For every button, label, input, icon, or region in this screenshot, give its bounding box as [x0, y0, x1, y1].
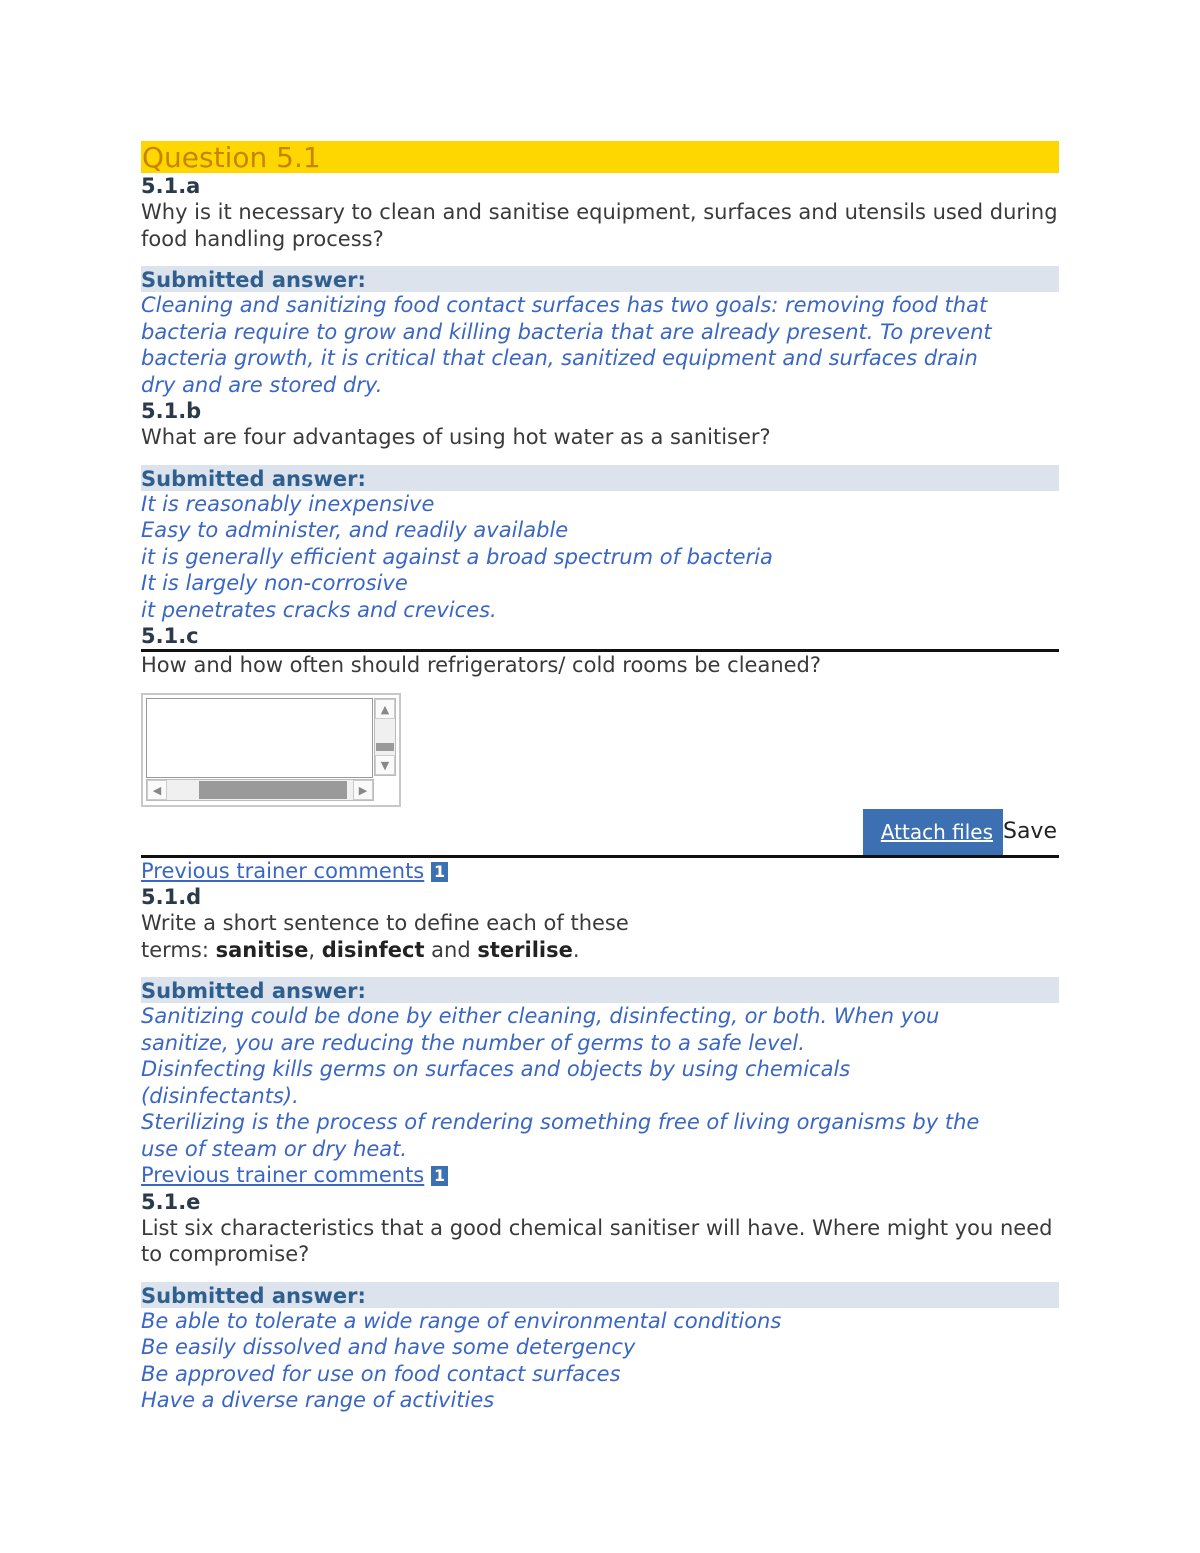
scroll-left-icon[interactable]: ◀ [147, 780, 167, 800]
part-e-answer-header: Submitted answer: [141, 1282, 1059, 1308]
save-button[interactable]: Save [1002, 818, 1057, 844]
answer-line: Disinfecting kills germs on surfaces and objects by using chemicals [141, 1057, 851, 1081]
attach-files-button[interactable]: Attach files [863, 809, 1003, 855]
part-e-answer [141, 1308, 1059, 1414]
answer-line: Be able to tolerate a wide range of environmental conditions [141, 1308, 782, 1333]
terms-prefix: terms: [141, 937, 216, 962]
part-c-label: 5.1.c [141, 623, 1059, 652]
part-a-answer [141, 292, 1059, 398]
answer-line: Easy to administer, and readily available [141, 518, 569, 542]
answer-line: it penetrates cracks and crevices. [141, 597, 497, 622]
answer-line: Be easily dissolved and have some detergency [141, 1335, 636, 1359]
vertical-scrollbar[interactable] [374, 698, 396, 776]
part-d-label: 5.1.d [141, 885, 202, 909]
answer-line: Sanitizing could be done by either cleaning, disinfecting, or both. When you [141, 1004, 940, 1028]
part-b-answer [141, 491, 1059, 624]
scroll-right-icon[interactable]: ▶ [353, 780, 373, 800]
part-e-label: 5.1.e [141, 1189, 201, 1214]
answer-line: it is generally efficient against a broad spectrum of bacteria [141, 544, 773, 569]
answer-line: dry and are stored dry. [141, 372, 383, 397]
scroll-up-icon[interactable]: ▲ [375, 699, 395, 719]
separator: , [308, 937, 322, 962]
part-d-answer [141, 1003, 1059, 1162]
term-disinfect: disinfect [321, 937, 425, 962]
part-c-question: How and how often should refrigerators/ cold rooms be cleaned? [141, 653, 822, 677]
part-d-question-line2 [141, 937, 1059, 964]
part-d-answer-header: Submitted answer: [141, 977, 1059, 1003]
part-d-question-line1: Write a short sentence to define each of these [141, 911, 629, 935]
previous-trainer-comments[interactable] [141, 858, 1059, 885]
term-sanitise: sanitise [215, 937, 309, 962]
answer-line: bacteria require to grow and killing bacteria that are already present. To prevent [141, 319, 992, 344]
part-e-question: List six characteristics that a good chemical sanitiser will have. Where might you need to compromise? [141, 1215, 1053, 1266]
comment-count-badge: 1 [431, 1166, 448, 1186]
scroll-down-icon[interactable]: ▼ [375, 755, 395, 775]
vertical-scroll-thumb[interactable] [376, 743, 394, 751]
comment-count-badge: 1 [431, 862, 448, 882]
answer-line: Cleaning and sanitizing food contact surfaces has two goals: removing food that [141, 293, 988, 317]
horizontal-scrollbar[interactable] [146, 779, 374, 801]
previous-comments-link[interactable]: Previous trainer comments [141, 1163, 425, 1187]
answer-line: Sterilizing is the process of rendering something free of living organisms by the [141, 1110, 980, 1134]
answer-line: It is reasonably inexpensive [141, 491, 435, 516]
part-a-label: 5.1.a [141, 174, 201, 198]
previous-trainer-comments[interactable] [141, 1162, 1059, 1189]
answer-actions [141, 809, 1059, 858]
answer-textarea-frame [141, 693, 401, 807]
previous-comments-link[interactable]: Previous trainer comments [141, 858, 425, 883]
terms-end: . [572, 937, 580, 962]
horizontal-scroll-thumb[interactable] [199, 781, 347, 799]
question-page [141, 141, 1059, 1414]
question-title: Question 5.1 [141, 141, 1059, 173]
answer-line: Have a diverse range of activities [141, 1388, 495, 1412]
answer-line: (disinfectants). [141, 1083, 299, 1108]
answer-line: bacteria growth, it is critical that clean, sanitized equipment and surfaces drain [141, 346, 978, 370]
part-d-question [141, 910, 1059, 963]
answer-line: use of steam or dry heat. [141, 1136, 408, 1161]
answer-line: Be approved for use on food contact surfaces [141, 1361, 621, 1386]
answer-textarea[interactable] [146, 698, 373, 778]
part-b-answer-header: Submitted answer: [141, 465, 1059, 491]
part-b-label: 5.1.b [141, 399, 202, 423]
term-sterilise: sterilise [477, 937, 573, 962]
part-a-answer-header: Submitted answer: [141, 266, 1059, 292]
separator: and [424, 937, 478, 962]
part-a-question: Why is it necessary to clean and sanitise equipment, surfaces and utensils used during food handling process? [141, 200, 1058, 251]
part-b-question: What are four advantages of using hot water as a sanitiser? [141, 425, 771, 449]
answer-line: It is largely non-corrosive [141, 571, 408, 595]
answer-line: sanitize, you are reducing the number of germs to a safe level. [141, 1030, 805, 1055]
